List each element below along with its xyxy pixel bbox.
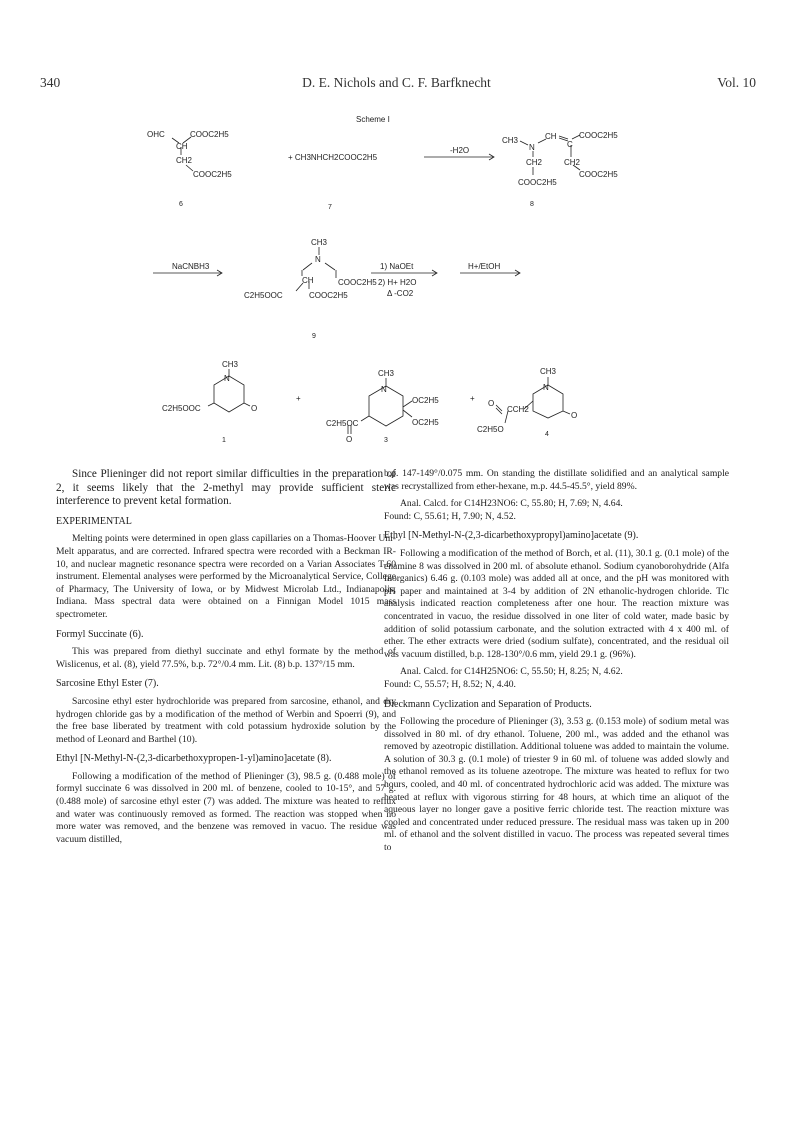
compound-label-3: 3 [384,437,388,444]
atom-c2h5ooc: C2H5OOC [162,404,201,413]
right-column [384,468,729,860]
arrow-label-water-loss: -H2O [450,146,470,155]
atom-ch3: CH3 [540,367,557,376]
atom-ch3: CH3 [311,238,328,247]
experimental-heading: EXPERIMENTAL [56,515,132,527]
analysis-calcd-8: Anal. Calcd. for C14H23NO6: C, 55.80; H, 7.69; N, 4.64. [400,498,623,510]
analysis-found-9: Found: C, 55.57; H, 8.52; N, 4.40. [384,678,516,690]
atom-n: N [529,143,535,152]
atom-cooc2h5: COOC2H5 [579,170,618,179]
atom-cch2: CCH2 [507,405,529,414]
arrow-label-naoet: 1) NaOEt [380,262,414,271]
arrow-label-h-etoh: H+/EtOH [468,262,501,271]
atom-cooc2h5: COOC2H5 [338,278,377,287]
atom-c2h5o: C2H5O [477,425,504,434]
heading-sarcosine-ester: Sarcosine Ethyl Ester (7). [56,678,159,690]
paragraph-continuation: b.p. 147-149°/0.075 mm. On standing the distillate solidified and an analytical sample was recrystallized from ether-hexane, m.p. 44.5-45.5°, yield 89%. [384,468,729,492]
atom-cooc2h5: COOC2H5 [579,131,618,140]
atom-c: C [567,140,573,149]
atom-oc2h5: OC2H5 [412,396,439,405]
atom-ohc: OHC [147,130,165,139]
atom-o: O [346,435,353,444]
experimental-paragraph: Melting points were determined in open glass capillaries on a Thomas-Hoover Uni-Melt apparatus, and are corrected. Infrared spectra were recorded with a Beckman IR-10, and nuclear magnetic resonance spectra were recorded on a Varian Associates T-60 instrument. Elemental analyses were performed by the Microanalytical Service, College of Pharmacy, The University of Iowa, or by Midwest Microlab Ltd., Indianapolis, Indiana. Mass spectral data were obtained on a Finnigan Model 1015 mass spectrometer. [56,533,396,620]
atom-c2h5ooc: C2H5OOC [244,291,283,300]
page-number: 340 [40,75,61,90]
atom-ch2: CH2 [176,156,193,165]
compound-label-1: 1 [222,437,226,444]
heading-compound-9: Ethyl [N-Methyl-N-(2,3-dicarbethoxypropyl)amino]acetate (9). [384,530,639,542]
heading-formyl-succinate: Formyl Succinate (6). [56,628,144,640]
compound-label-4: 4 [545,431,549,438]
heading-compound-8: Ethyl [N-Methyl-N-(2,3-dicarbethoxypropen-1-yl)amino]acetate (8). [56,753,332,765]
atom-n: N [381,385,387,394]
compound-label-9: 9 [312,333,316,340]
running-header-authors: D. E. Nichols and C. F. Barfknecht [302,75,491,90]
arrow-label-nacnbh3: NaCNBH3 [172,262,210,271]
atom-ch2: CH2 [526,158,543,167]
atom-ch3: CH3 [378,369,395,378]
atom-ch: CH [545,132,557,141]
atom-n: N [543,383,549,392]
atom-c2h5oc: C2H5OC [326,419,359,428]
analysis-calcd-9: Anal. Calcd. for C14H25NO6: C, 55.50; H, 8.25; N, 4.62. [400,666,623,678]
atom-oc2h5: OC2H5 [412,418,439,427]
paragraph-sarcosine-ester: Sarcosine ethyl ester hydrochloride was prepared from sarcosine, ethanol, and dry hydrogen chloride gas by a modification of the method of Werbin and Spoerri (9), and the free base liberated by treatment with cold potassium hydroxide solution by the method of Leonard and Barthel (10). [56,695,396,745]
left-column [56,468,396,851]
atom-o: O [571,411,578,420]
atom-ch: CH [176,142,188,151]
arrow-label-decarboxylation: Δ -CO2 [387,289,414,298]
intro-paragraph: Since Plieninger did not report similar difficulties in the preparation of 2, it seems likely that the 2-methyl may provide sufficient steric interference to prevent ketal formation. [56,468,396,508]
paragraph-compound-8: Following a modification of the method of Plieninger (3), 98.5 g. (0.488 mole) of formyl succinate 6 was dissolved in 200 ml. of benzene, cooled to 10-15°, and 57 g. (0.488 mole) of sarcosine ethyl ester (7) was added. The mixture was heated to reflux and water was continuously removed as formed. The reaction was stopped when no more water was removed, and the benzene was removed in vacuo. The residue was vacuum distilled, [56,770,396,845]
compound-label-7: 7 [328,204,332,211]
volume-label: Vol. 10 [717,75,756,90]
plus-sign: + [470,394,475,403]
paragraph-dieckmann: Following the procedure of Plieninger (3), 3.53 g. (0.153 mole) of sodium metal was dissolved in 80 ml. of dry ethanol. Toluene, 200 ml., was added and the ethanol was removed by azeotropic distillation. Additional toluene was added to maintain the volume. A solution of 30.3 g. (0.1 mole) of triester 9 in 60 ml. of toluene was added slowly and the ethanol removed as its toluene azeotrope. The mixture was heated to reflux for two hours, cooled, and 40 ml. of concentrated hydrochloric acid was added. The mixture was heated at reflux with vigorous stirring for 48 hours, at which time an aliquot of the aqueous layer no longer gave a positive ferric chloride test. The reaction mixture was cooled and concentrated under reduced pressure. The residual mass was taken up in 200 ml. of ethanol and the solvent distilled in vacuo. The process was repeated several times to [384,716,729,854]
reaction-scheme [0,105,793,455]
heading-dieckmann: Dieckmann Cyclization and Separation of Products. [384,698,592,710]
atom-ch2: CH2 [564,158,581,167]
atom-n: N [315,255,321,264]
scheme-title: Scheme I [356,115,390,124]
atom-cooc2h5: COOC2H5 [193,170,232,179]
atom-cooc2h5: COOC2H5 [518,178,557,187]
atom-ch: CH [302,276,314,285]
compound-label-6: 6 [179,201,183,208]
atom-n: N [224,374,230,383]
atom-o: O [251,404,258,413]
paragraph-compound-9: Following a modification of the method of Borch, et al. (11), 30.1 g. (0.1 mole) of the enamine 8 was dissolved in 200 ml. of absolute ethanol. Sodium cyanoborohydride (Alfa Inorganics) 6.46 g. (0.103 mole) was added all at once, and the pH was monitored with pH paper and maintained at 3-4 by addition of 2N ethanolic-hydrogen chloride. Tlc analysis indicated reaction completeness after one hour. The reaction mixture was concentrated in vacuo, the residue dissolved in one liter of cold water, made basic by addition of solid potassium carbonate, and the solution extracted with 4 x 400 ml. of ether. The ether extracts were dried (sodium sulfate), concentrated, and the residual oil was vacuum distilled, b.p. 128-130°/0.6 mm, yield 29.1 g. (96%). [384,547,729,660]
reagent-7: + CH3NHCH2COOC2H5 [288,153,378,162]
plus-sign: + [296,394,301,403]
paragraph-formyl-succinate: This was prepared from diethyl succinate and ethyl formate by the method of Wislicenus, et al. (8), yield 77.5%, b.p. 72°/0.4 mm. Lit. (8) b.p. 137°/15 mm. [56,646,396,670]
analysis-found-8: Found: C, 55.61; H, 7.90; N, 4.52. [384,510,516,522]
atom-o: O [488,399,495,408]
atom-ch3: CH3 [502,136,519,145]
atom-cooc2h5: COOC2H5 [309,291,348,300]
atom-ch3: CH3 [222,360,239,369]
atom-cooc2h5: COOC2H5 [190,130,229,139]
compound-label-8: 8 [530,201,534,208]
arrow-label-hydrolysis: 2) H+ H2O [378,278,417,287]
